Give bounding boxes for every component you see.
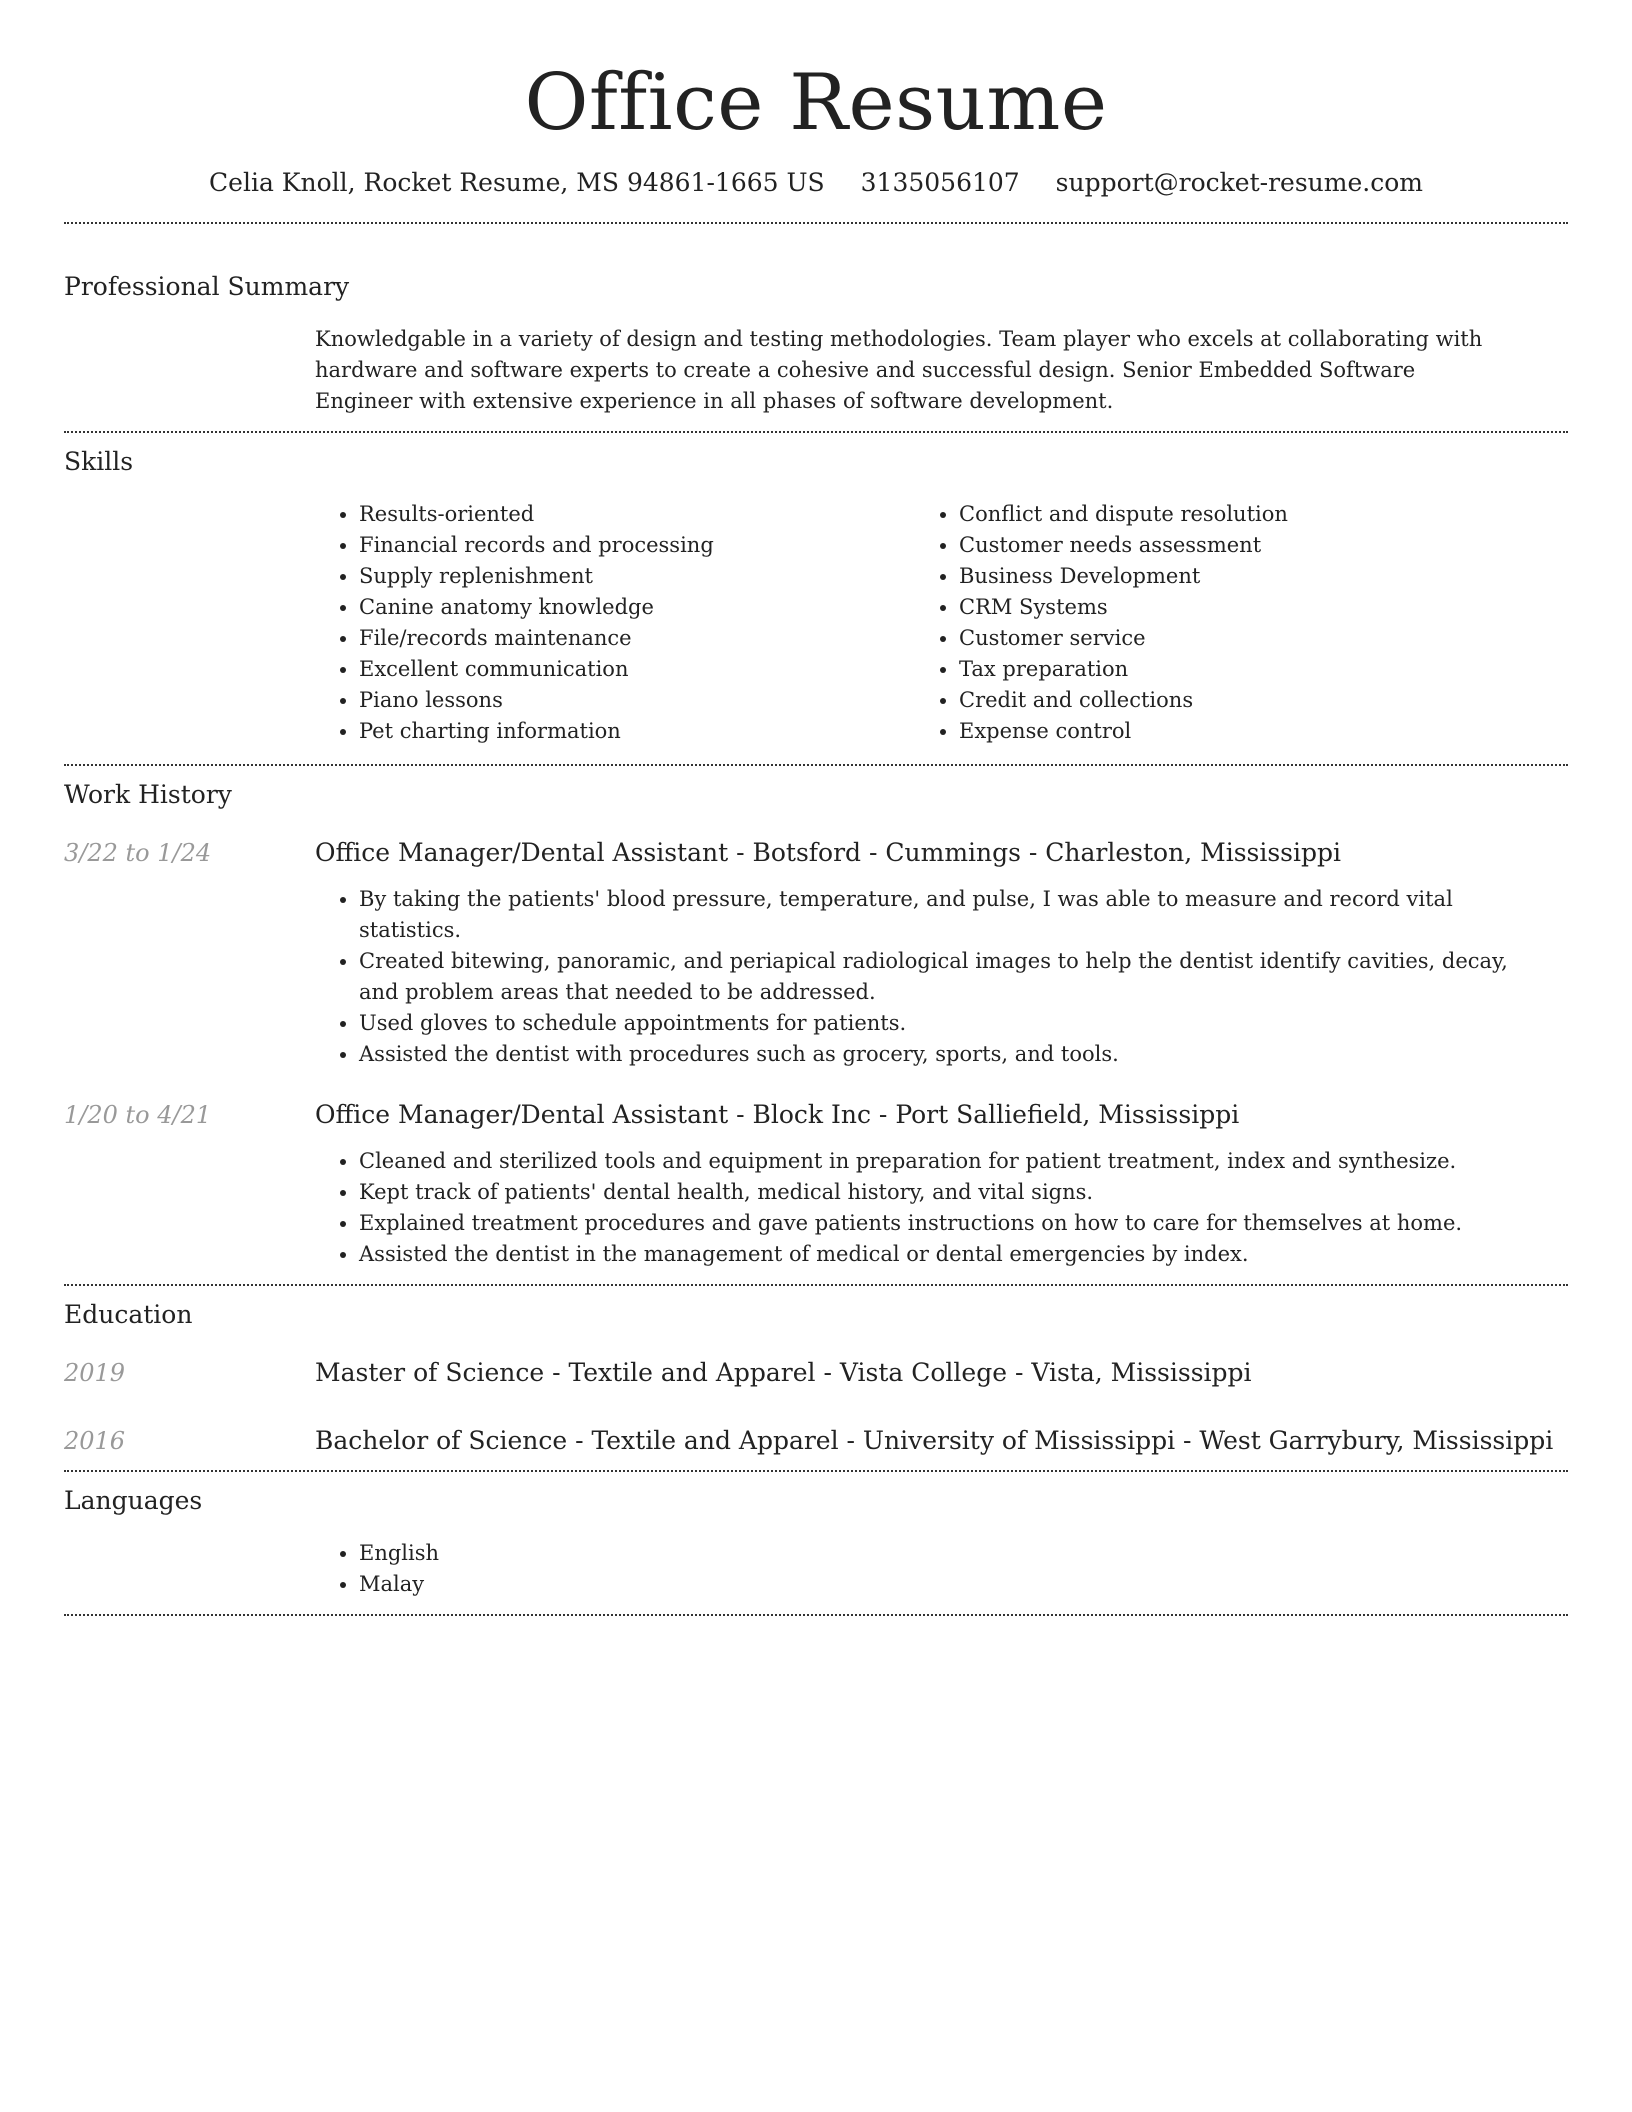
job-dates: 1/20 to 4/21 <box>64 1101 212 1129</box>
work-section <box>64 778 1568 1270</box>
skills-columns <box>315 499 1515 747</box>
divider <box>64 1470 1568 1472</box>
skill-item: • Piano lessons <box>359 685 915 716</box>
contact-email: support@rocket-resume.com <box>1055 168 1423 197</box>
language-item: • Malay <box>359 1569 1515 1600</box>
job-bullet: • By taking the patients' blood pressure, temperature, and pulse, I was able to measure and record vital statistics. <box>359 884 1515 946</box>
summary-heading: Professional Summary <box>64 272 350 301</box>
work-heading: Work History <box>64 780 232 809</box>
skill-item: • Credit and collections <box>959 685 1515 716</box>
education-degree: Master of Science - Textile and Apparel - Vista College - Vista, Mississippi <box>315 1358 1252 1387</box>
summary-text: Knowledgable in a variety of design and testing methodologies. Team player who excels at collaborating with hardware and software experts to create a cohesive and successful design. Senior Embedded Software Engineer with extensive experience in all phases of software development. <box>315 327 1483 413</box>
skill-item: • CRM Systems <box>959 592 1515 623</box>
skill-item: • Conflict and dispute resolution <box>959 499 1515 530</box>
job-bullet: • Explained treatment procedures and gave patients instructions on how to care for themselves at home. <box>359 1208 1515 1239</box>
job-dates: 3/22 to 1/24 <box>64 839 212 867</box>
job-bullet: • Assisted the dentist with procedures such as grocery, sports, and tools. <box>359 1039 1515 1070</box>
language-item: • English <box>359 1538 1515 1569</box>
contact-phone: 3135056107 <box>860 168 1020 197</box>
job-title: Office Manager/Dental Assistant - Block Inc - Port Salliefield, Mississippi <box>315 1100 1240 1129</box>
skills-heading: Skills <box>64 447 134 476</box>
job-bullet: • Assisted the dentist in the management of medical or dental emergencies by index. <box>359 1239 1515 1270</box>
contact-line <box>64 166 1568 200</box>
languages-list <box>315 1538 1515 1600</box>
divider <box>64 764 1568 766</box>
skills-section <box>64 445 1568 747</box>
education-entry <box>64 1356 1568 1390</box>
skill-item: • Tax preparation <box>959 654 1515 685</box>
skill-item: • Financial records and processing <box>359 530 915 561</box>
education-section <box>64 1298 1568 1458</box>
skill-item: • Customer service <box>959 623 1515 654</box>
job-entry <box>64 836 1568 1070</box>
skills-list-right <box>915 499 1515 747</box>
job-entry <box>64 1098 1568 1270</box>
education-year: 2016 <box>64 1427 126 1455</box>
job-bullet: • Created bitewing, panoramic, and periapical radiological images to help the dentist identify cavities, decay, and problem areas that needed to be addressed. <box>359 946 1515 1008</box>
languages-heading: Languages <box>64 1486 203 1515</box>
resume-title: Office Resume <box>524 58 1108 148</box>
divider <box>64 431 1568 433</box>
job-bullet: • Kept track of patients' dental health, medical history, and vital signs. <box>359 1177 1515 1208</box>
skill-item: • Customer needs assessment <box>959 530 1515 561</box>
skill-item: • Canine anatomy knowledge <box>359 592 915 623</box>
job-bullet: • Used gloves to schedule appointments for patients. <box>359 1008 1515 1039</box>
skill-item: • Business Development <box>959 561 1515 592</box>
skill-item: • Results-oriented <box>359 499 915 530</box>
divider <box>64 1614 1568 1616</box>
divider <box>64 1284 1568 1286</box>
summary-section <box>64 270 1568 417</box>
skill-item: • File/records maintenance <box>359 623 915 654</box>
job-bullets <box>315 884 1515 1070</box>
job-title: Office Manager/Dental Assistant - Botsford - Cummings - Charleston, Mississippi <box>315 838 1342 867</box>
skills-list-left <box>315 499 915 747</box>
languages-section <box>64 1484 1568 1600</box>
job-bullet: • Cleaned and sterilized tools and equipment in preparation for patient treatment, index and synthesize. <box>359 1146 1515 1177</box>
contact-address: Celia Knoll, Rocket Resume, MS 94861-1665 US <box>209 168 825 197</box>
skill-item: • Expense control <box>959 716 1515 747</box>
education-degree: Bachelor of Science - Textile and Apparel - University of Mississippi - West Garrybury, Mississippi <box>315 1426 1554 1455</box>
education-entry <box>64 1424 1568 1458</box>
resume-page <box>64 0 1568 1616</box>
skill-item: • Excellent communication <box>359 654 915 685</box>
skill-item: • Pet charting information <box>359 716 915 747</box>
job-bullets <box>315 1146 1515 1270</box>
divider <box>64 222 1568 224</box>
education-heading: Education <box>64 1300 193 1329</box>
education-year: 2019 <box>64 1359 126 1387</box>
skill-item: • Supply replenishment <box>359 561 915 592</box>
